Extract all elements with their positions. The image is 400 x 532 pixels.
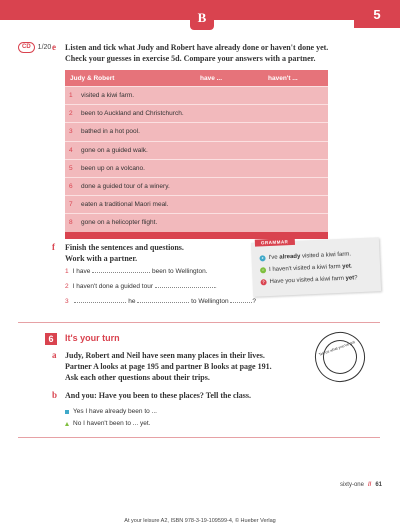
- minus-icon: −: [261, 267, 265, 273]
- grammar-text: .: [350, 263, 353, 270]
- stamp-text: Tell us what you've got: [318, 340, 356, 357]
- fill-blank[interactable]: [230, 296, 252, 303]
- row-text: bathed in a hot pool.: [81, 128, 140, 136]
- exercise-f-instruction-1: Finish the sentences and questions.: [65, 243, 184, 252]
- grammar-text: Have you visited a kiwi farm: [269, 275, 345, 286]
- section-divider: [18, 322, 380, 323]
- sentence-text: I haven't done a guided tour: [72, 283, 154, 290]
- section-title: It's your turn: [65, 333, 120, 343]
- exercise-a-line-2: Partner A looks at page 195 and partner B looks at page 191.: [65, 362, 272, 371]
- exercise-f-instruction-2: Work with a partner.: [65, 254, 138, 263]
- cd-icon: CD: [18, 42, 35, 53]
- fill-blank[interactable]: [137, 296, 189, 303]
- row-text: been up on a volcano.: [81, 164, 145, 172]
- page-number: 61: [375, 482, 382, 488]
- row-text: eaten a traditional Maori meal.: [81, 201, 169, 209]
- grammar-line-3: [260, 275, 357, 285]
- grammar-line-1: [259, 251, 351, 261]
- fill-blank[interactable]: [92, 266, 150, 273]
- exercise-a-line-1: Judy, Robert and Neil have seen many places in their lives.: [65, 351, 265, 360]
- exercise-letter-a: a: [52, 350, 57, 360]
- page-word: sixty-one: [339, 482, 364, 488]
- exercise-letter-e: e: [52, 42, 56, 52]
- track-number: 1/20: [37, 44, 52, 51]
- square-bullet-icon: [65, 410, 69, 414]
- exercise-letter-b: b: [52, 390, 58, 400]
- sentence-2: [65, 281, 217, 290]
- header-judy-robert: Judy & Robert: [70, 74, 115, 82]
- bullet-text: Yes I have already been to ...: [73, 408, 157, 415]
- sentence-text: .: [214, 283, 217, 290]
- bullet-text: No I haven't been to ... yet.: [73, 420, 151, 427]
- unit-letter-tab: B: [190, 6, 214, 30]
- sentence-number: 3: [65, 298, 69, 305]
- grammar-text: visited a kiwi farm.: [301, 251, 352, 260]
- sentence-number: 1: [65, 268, 69, 275]
- sentence-3: [65, 296, 256, 305]
- row-number: 4: [69, 146, 73, 154]
- answer-bullet-yes: [65, 408, 157, 415]
- sentence-text: ?: [252, 298, 257, 305]
- table-row[interactable]: [65, 86, 328, 104]
- grammar-text: ?: [354, 275, 358, 282]
- section-number: 6: [45, 333, 57, 345]
- exercise-letter-f: f: [52, 242, 55, 252]
- fill-blank[interactable]: [155, 281, 215, 288]
- grammar-box: [251, 237, 381, 297]
- row-number: 6: [69, 183, 73, 191]
- row-number: 7: [69, 201, 73, 209]
- grammar-keyword: already: [279, 253, 301, 261]
- grammar-keyword: yet: [342, 263, 352, 270]
- row-text: gone on a guided walk.: [81, 146, 148, 154]
- grammar-keyword: yet: [345, 275, 355, 282]
- bottom-divider: [18, 437, 380, 438]
- row-number: 1: [69, 92, 73, 100]
- tick-table: [65, 70, 328, 239]
- table-row[interactable]: [65, 177, 328, 195]
- table-row[interactable]: [65, 141, 328, 159]
- table-row[interactable]: [65, 104, 328, 122]
- header-havent: haven't ...: [268, 74, 298, 82]
- exercise-e-instruction-1: Listen and tick what Judy and Robert have already done or haven't done yet.: [65, 43, 329, 52]
- fill-blank[interactable]: [74, 296, 126, 303]
- header-have: have ...: [200, 74, 223, 82]
- table-row[interactable]: [65, 159, 328, 177]
- plus-icon: +: [261, 255, 264, 261]
- row-text: visited a kiwi farm.: [81, 92, 135, 100]
- row-text: gone on a helicopter flight.: [81, 219, 158, 227]
- grammar-text: I haven't visited a kiwi farm: [268, 263, 341, 274]
- isbn-line: At your leisure A2, ISBN 978-3-19-109599-4, © Hueber Verlag: [124, 518, 276, 524]
- row-text: done a guided tour of a winery.: [81, 183, 170, 191]
- exercise-e-instruction-2: Check your guesses in exercise 5d. Compare your answers with a partner.: [65, 54, 316, 63]
- grammar-line-2: [260, 263, 353, 273]
- page-footer: [340, 482, 382, 488]
- row-number: 3: [69, 128, 73, 136]
- sentence-text: been to Wellington.: [151, 268, 208, 275]
- grammar-text: I've: [268, 254, 278, 262]
- row-number: 5: [69, 164, 73, 172]
- triangle-bullet-icon: [65, 422, 69, 426]
- sentence-text: he: [128, 298, 136, 305]
- row-text: been to Auckland and Christchurch.: [81, 110, 184, 118]
- sentence-number: 2: [65, 283, 69, 290]
- sentence-text: I have: [72, 268, 91, 275]
- answer-bullet-no: [65, 420, 150, 427]
- exercise-a-line-3: Ask each other questions about their trips.: [65, 373, 210, 382]
- speaking-stamp-icon: [308, 325, 372, 389]
- question-icon: ?: [262, 279, 265, 285]
- table-header: [65, 70, 328, 86]
- grammar-tag: GRAMMAR: [255, 238, 295, 247]
- table-row[interactable]: [65, 122, 328, 140]
- row-number: 8: [69, 219, 73, 227]
- sentence-text: to Wellington: [191, 298, 229, 305]
- table-row[interactable]: [65, 213, 328, 231]
- sentence-1: [65, 266, 208, 275]
- footer-separator: //: [367, 482, 372, 488]
- exercise-b-line-1: And you: Have you been to these places? Tell the class.: [65, 391, 252, 400]
- audio-badge[interactable]: [18, 42, 51, 53]
- table-row[interactable]: [65, 195, 328, 213]
- row-number: 2: [69, 110, 73, 118]
- page-tab-number: 5: [354, 0, 400, 28]
